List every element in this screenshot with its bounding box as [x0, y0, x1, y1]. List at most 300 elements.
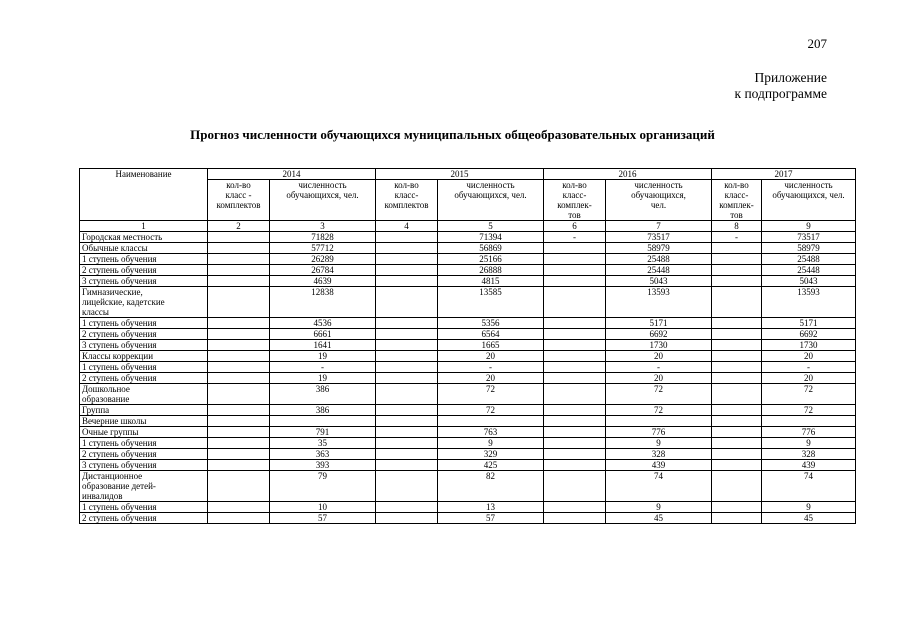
table-row [80, 384, 856, 405]
student-count-cell: 10 [270, 502, 376, 513]
class-count-cell [712, 427, 762, 438]
student-count-cell: 439 [762, 460, 856, 471]
student-count-cell: - [270, 362, 376, 373]
student-count-cell: 73517 [762, 232, 856, 243]
row-name [80, 460, 208, 471]
class-count-header [544, 180, 606, 221]
class-count-cell [544, 471, 606, 502]
student-count-cell: - [438, 362, 544, 373]
class-count-cell [208, 351, 270, 362]
class-count-cell [208, 502, 270, 513]
row-name-line: классы [82, 307, 109, 317]
row-name-line: инвалидов [82, 491, 123, 501]
column-number: 5 [438, 221, 544, 232]
student-count-cell: 13593 [762, 287, 856, 318]
class-count-cell [544, 513, 606, 524]
student-count-cell: 5043 [762, 276, 856, 287]
row-name [80, 502, 208, 513]
class-count-cell [208, 318, 270, 329]
class-count-cell [376, 416, 438, 427]
class-count-cell [208, 254, 270, 265]
class-count-cell [376, 405, 438, 416]
class-count-cell [712, 460, 762, 471]
class-count-cell [712, 287, 762, 318]
class-count-cell [208, 438, 270, 449]
class-count-cell [712, 449, 762, 460]
student-count-header [762, 180, 856, 221]
class-count-cell [376, 351, 438, 362]
appendix-line-1: Приложение [754, 70, 827, 85]
student-count-cell: 72 [438, 384, 544, 405]
class-count-cell [376, 438, 438, 449]
row-name-line: образование [82, 394, 130, 404]
student-count-cell: 20 [606, 373, 712, 384]
header-line: класс- [394, 190, 419, 200]
student-count-cell: 20 [606, 351, 712, 362]
student-count-cell: 25166 [438, 254, 544, 265]
class-count-cell [376, 502, 438, 513]
class-count-cell [544, 502, 606, 513]
class-count-cell [712, 254, 762, 265]
name-column-header: Наименование [80, 169, 208, 221]
header-line: тов [730, 210, 743, 220]
class-count-cell [712, 513, 762, 524]
row-name-line: Группа [82, 405, 110, 415]
class-count-cell [544, 340, 606, 351]
class-count-cell [376, 276, 438, 287]
student-count-cell: 5171 [762, 318, 856, 329]
table-row [80, 362, 856, 373]
class-count-cell [712, 373, 762, 384]
student-count-cell: 19 [270, 351, 376, 362]
student-count-cell: 74 [606, 471, 712, 502]
header-line: кол-во [724, 180, 749, 190]
class-count-cell [544, 351, 606, 362]
student-count-cell: 20 [438, 373, 544, 384]
row-name-line: 3 ступень обучения [82, 276, 157, 286]
class-count-header [376, 180, 438, 221]
student-count-cell: 439 [606, 460, 712, 471]
class-count-cell [208, 276, 270, 287]
year-header-row [80, 169, 856, 180]
class-count-cell [208, 243, 270, 254]
class-count-cell [208, 265, 270, 276]
student-count-cell: 328 [762, 449, 856, 460]
header-line: кол-во [394, 180, 419, 190]
class-count-cell [544, 449, 606, 460]
class-count-cell [712, 318, 762, 329]
class-count-cell [712, 351, 762, 362]
student-count-cell: 5043 [606, 276, 712, 287]
class-count-cell [712, 471, 762, 502]
student-count-cell: 363 [270, 449, 376, 460]
student-count-cell: 386 [270, 384, 376, 405]
student-count-cell: 13 [438, 502, 544, 513]
class-count-cell [544, 276, 606, 287]
header-line: численность [466, 180, 515, 190]
student-count-cell: 79 [270, 471, 376, 502]
row-name-line: Городская местность [82, 232, 163, 242]
student-count-cell: 9 [606, 438, 712, 449]
student-count-cell: 386 [270, 405, 376, 416]
class-count-cell [208, 405, 270, 416]
year-header: 2015 [376, 169, 544, 180]
row-name-line: 1 ступень обучения [82, 438, 157, 448]
class-count-cell [544, 427, 606, 438]
row-name [80, 362, 208, 373]
class-count-cell [544, 265, 606, 276]
row-name-line: 1 ступень обучения [82, 318, 157, 328]
class-count-header [712, 180, 762, 221]
class-count-cell [712, 502, 762, 513]
forecast-table [79, 168, 856, 524]
student-count-cell: 4815 [438, 276, 544, 287]
student-count-cell: 58979 [606, 243, 712, 254]
row-name-line: 2 ступень обучения [82, 449, 157, 459]
row-name-line: 3 ступень обучения [82, 340, 157, 350]
class-count-cell [712, 340, 762, 351]
header-line: комплек- [719, 200, 754, 210]
column-number: 4 [376, 221, 438, 232]
table-row [80, 265, 856, 276]
student-count-cell: 57 [270, 513, 376, 524]
class-count-cell [712, 243, 762, 254]
row-name-line: 2 ступень обучения [82, 513, 157, 523]
row-name [80, 449, 208, 460]
class-count-cell [712, 384, 762, 405]
student-count-cell: 13585 [438, 287, 544, 318]
header-line: обучающихся, чел. [772, 190, 845, 200]
student-count-cell: 1641 [270, 340, 376, 351]
class-count-cell [712, 329, 762, 340]
class-count-cell [712, 416, 762, 427]
student-count-cell: 20 [762, 373, 856, 384]
student-count-cell: 1730 [606, 340, 712, 351]
student-count-header [270, 180, 376, 221]
student-count-cell: 45 [762, 513, 856, 524]
table-row [80, 416, 856, 427]
table-body [80, 232, 856, 524]
class-count-cell [208, 471, 270, 502]
class-count-cell [712, 438, 762, 449]
class-count-cell [376, 384, 438, 405]
class-count-cell [376, 340, 438, 351]
student-count-cell: 25488 [606, 254, 712, 265]
header-line: класс- [724, 190, 749, 200]
row-name-line: 2 ступень обучения [82, 329, 157, 339]
student-count-cell: 26784 [270, 265, 376, 276]
year-header: 2016 [544, 169, 712, 180]
row-name [80, 471, 208, 502]
student-count-cell: 71828 [270, 232, 376, 243]
student-count-cell: 72 [606, 405, 712, 416]
student-count-cell: 73517 [606, 232, 712, 243]
student-count-cell: 329 [438, 449, 544, 460]
class-count-cell [208, 232, 270, 243]
class-count-cell [208, 362, 270, 373]
student-count-cell: 393 [270, 460, 376, 471]
class-count-cell [208, 416, 270, 427]
table-row [80, 232, 856, 243]
class-count-cell [376, 254, 438, 265]
student-count-cell: 1730 [762, 340, 856, 351]
student-count-cell: 19 [270, 373, 376, 384]
student-count-cell: 58979 [762, 243, 856, 254]
row-name-line: Очные группы [82, 427, 139, 437]
class-count-cell [544, 287, 606, 318]
class-count-cell [376, 427, 438, 438]
student-count-cell: 6661 [270, 329, 376, 340]
class-count-cell [544, 329, 606, 340]
header-line: класс - [225, 190, 252, 200]
table-row [80, 427, 856, 438]
student-count-cell: 45 [606, 513, 712, 524]
student-count-cell: 26289 [270, 254, 376, 265]
student-count-cell [270, 416, 376, 427]
student-count-cell: 763 [438, 427, 544, 438]
student-count-cell: 74 [762, 471, 856, 502]
class-count-cell [544, 460, 606, 471]
class-count-cell [544, 362, 606, 373]
class-count-cell [544, 373, 606, 384]
column-number: 6 [544, 221, 606, 232]
class-count-cell [376, 513, 438, 524]
header-line: кол-во [226, 180, 251, 190]
student-count-cell: 9 [762, 438, 856, 449]
student-count-cell: 5171 [606, 318, 712, 329]
class-count-cell [376, 265, 438, 276]
student-count-cell: 25488 [762, 254, 856, 265]
table-row [80, 329, 856, 340]
row-name [80, 438, 208, 449]
table-row [80, 373, 856, 384]
table-row [80, 438, 856, 449]
header-line: класс- [562, 190, 587, 200]
row-name [80, 254, 208, 265]
column-number: 1 [80, 221, 208, 232]
table-row [80, 287, 856, 318]
student-count-cell: 20 [438, 351, 544, 362]
column-number: 7 [606, 221, 712, 232]
row-name-line: 1 ступень обучения [82, 502, 157, 512]
table-row [80, 340, 856, 351]
student-count-cell: 9 [438, 438, 544, 449]
year-header: 2017 [712, 169, 856, 180]
table-row [80, 460, 856, 471]
class-count-cell [208, 460, 270, 471]
row-name-line: Дистанционное [82, 471, 143, 481]
class-count-cell [712, 265, 762, 276]
table-row [80, 513, 856, 524]
class-count-cell [544, 438, 606, 449]
student-count-cell: 4536 [270, 318, 376, 329]
header-line: обучающихся, чел. [286, 190, 359, 200]
student-count-cell: 72 [606, 384, 712, 405]
appendix-note [735, 70, 827, 102]
header-line: численность [784, 180, 833, 190]
header-line: обучающихся, чел. [454, 190, 527, 200]
student-count-cell: 82 [438, 471, 544, 502]
row-name-line: Гимназические, [82, 287, 143, 297]
row-name [80, 340, 208, 351]
table-row [80, 276, 856, 287]
row-name-line: Классы коррекции [82, 351, 154, 361]
student-count-cell: 57712 [270, 243, 376, 254]
class-count-cell: - [544, 232, 606, 243]
document-title: Прогноз численности обучающихся муниципальных общеобразовательных организаций [190, 127, 715, 142]
student-count-header [606, 180, 712, 221]
class-count-cell [376, 243, 438, 254]
class-count-cell [376, 287, 438, 318]
student-count-cell: 9 [606, 502, 712, 513]
student-count-cell: 6692 [762, 329, 856, 340]
row-name-line: Обычные классы [82, 243, 148, 253]
table-row [80, 405, 856, 416]
row-name-line: Вечерние школы [82, 416, 147, 426]
header-line: численность [298, 180, 347, 190]
class-count-cell [208, 373, 270, 384]
column-number: 2 [208, 221, 270, 232]
student-count-cell: 9 [762, 502, 856, 513]
class-count-cell [208, 287, 270, 318]
class-count-cell [376, 362, 438, 373]
class-count-cell [544, 405, 606, 416]
column-number: 9 [762, 221, 856, 232]
student-count-cell: 72 [762, 405, 856, 416]
row-name [80, 243, 208, 254]
student-count-cell: 328 [606, 449, 712, 460]
student-count-cell: 13593 [606, 287, 712, 318]
header-line: обучающихся, [631, 190, 686, 200]
class-count-cell [208, 384, 270, 405]
header-line: комплектов [384, 200, 429, 210]
row-name [80, 351, 208, 362]
class-count-cell [376, 373, 438, 384]
table-row [80, 471, 856, 502]
class-count-cell [208, 329, 270, 340]
row-name [80, 513, 208, 524]
class-count-cell [376, 318, 438, 329]
row-name-line: Дошкольное [82, 384, 130, 394]
row-name [80, 318, 208, 329]
header-line: тов [568, 210, 581, 220]
row-name [80, 405, 208, 416]
student-count-cell: 71394 [438, 232, 544, 243]
student-count-cell: 57 [438, 513, 544, 524]
student-count-cell: 1665 [438, 340, 544, 351]
row-name [80, 329, 208, 340]
row-name-line: 2 ступень обучения [82, 373, 157, 383]
table-row [80, 502, 856, 513]
class-count-cell [376, 460, 438, 471]
student-count-cell: 72 [438, 405, 544, 416]
header-line: кол-во [562, 180, 587, 190]
student-count-cell: 25448 [606, 265, 712, 276]
student-count-cell: 791 [270, 427, 376, 438]
row-name-line: 1 ступень обучения [82, 254, 157, 264]
student-count-cell: 776 [762, 427, 856, 438]
row-name-line: лицейские, кадетские [82, 297, 165, 307]
row-name-line: 3 ступень обучения [82, 460, 157, 470]
header-line: комплек- [557, 200, 592, 210]
student-count-cell: 35 [270, 438, 376, 449]
class-count-cell: - [712, 232, 762, 243]
table-row [80, 318, 856, 329]
student-count-cell: 72 [762, 384, 856, 405]
student-count-header [438, 180, 544, 221]
class-count-cell [712, 405, 762, 416]
student-count-cell: - [762, 362, 856, 373]
column-number-row [80, 221, 856, 232]
row-name [80, 265, 208, 276]
class-count-cell [712, 276, 762, 287]
student-count-cell: 6692 [606, 329, 712, 340]
row-name [80, 416, 208, 427]
row-name-line: 2 ступень обучения [82, 265, 157, 275]
student-count-cell: 425 [438, 460, 544, 471]
class-count-cell [544, 384, 606, 405]
row-name [80, 427, 208, 438]
class-count-cell [208, 340, 270, 351]
class-count-header [208, 180, 270, 221]
student-count-cell: 56869 [438, 243, 544, 254]
column-number: 3 [270, 221, 376, 232]
student-count-cell: 4639 [270, 276, 376, 287]
row-name-line: 1 ступень обучения [82, 362, 157, 372]
row-name [80, 287, 208, 318]
row-name [80, 384, 208, 405]
student-count-cell [438, 416, 544, 427]
class-count-cell [376, 449, 438, 460]
student-count-cell: 25448 [762, 265, 856, 276]
table-row [80, 449, 856, 460]
header-line: комплектов [216, 200, 261, 210]
row-name [80, 276, 208, 287]
header-line: чел. [650, 200, 667, 210]
student-count-cell [762, 416, 856, 427]
table-row [80, 243, 856, 254]
student-count-cell: 12838 [270, 287, 376, 318]
student-count-cell [606, 416, 712, 427]
student-count-cell: 6564 [438, 329, 544, 340]
class-count-cell [376, 471, 438, 502]
table-row [80, 351, 856, 362]
row-name-line: образование детей- [82, 481, 156, 491]
class-count-cell [376, 329, 438, 340]
class-count-cell [208, 449, 270, 460]
student-count-cell: 20 [762, 351, 856, 362]
class-count-cell [544, 254, 606, 265]
student-count-cell: 5356 [438, 318, 544, 329]
class-count-cell [208, 513, 270, 524]
student-count-cell: 26888 [438, 265, 544, 276]
class-count-cell [544, 243, 606, 254]
row-name [80, 232, 208, 243]
appendix-line-2: к подпрограмме [734, 86, 827, 101]
student-count-cell: - [606, 362, 712, 373]
page-number: 207 [807, 36, 827, 51]
student-count-cell: 776 [606, 427, 712, 438]
year-header: 2014 [208, 169, 376, 180]
class-count-cell [376, 232, 438, 243]
table-row [80, 254, 856, 265]
column-number: 8 [712, 221, 762, 232]
class-count-cell [208, 427, 270, 438]
class-count-cell [544, 318, 606, 329]
class-count-cell [544, 416, 606, 427]
class-count-cell [712, 362, 762, 373]
row-name [80, 373, 208, 384]
